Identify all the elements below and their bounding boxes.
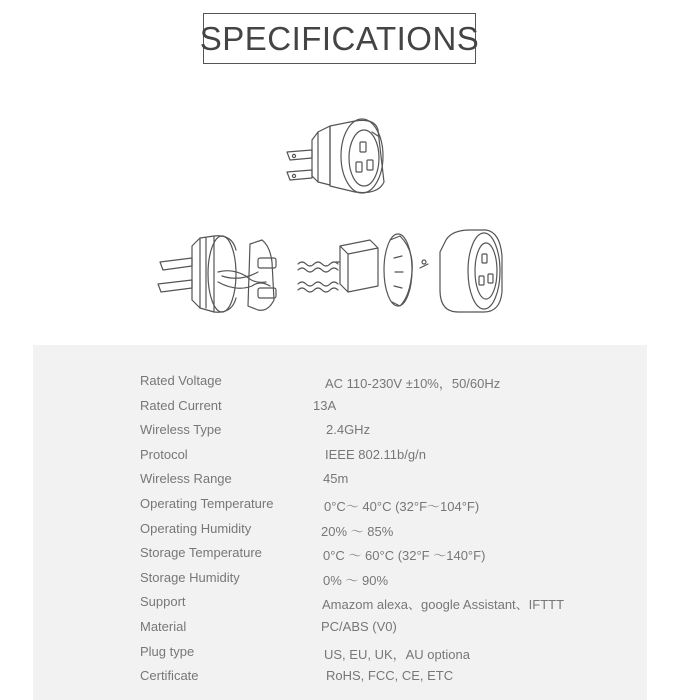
spec-label: Rated Voltage [140, 373, 222, 388]
spec-value: Amazom alexa、google Assistant、IFTTT [322, 597, 565, 613]
assembled-plug-drawing [287, 119, 384, 193]
spec-label: Wireless Type [140, 422, 222, 438]
spec-value: 0°C～ 40°C (32°F～104°F) [324, 499, 480, 514]
spec-row [33, 570, 647, 594]
spec-value: RoHS, FCC, CE, ETC [326, 668, 454, 684]
plug-illustration [0, 0, 700, 345]
spec-value: PC/ABS (V0) [321, 619, 397, 634]
spec-row [33, 644, 647, 668]
spec-value: 0% ～ 90% [323, 572, 389, 588]
spec-value: AC 110-230V ±10%，50/60Hz [325, 376, 501, 391]
spec-row [33, 447, 647, 471]
spec-label: Wireless Range [140, 471, 232, 487]
spec-value: US, EU, UK，AU optiona [324, 646, 470, 662]
spec-row [33, 373, 647, 397]
spec-value: IEEE 802.11b/g/n [325, 446, 426, 462]
spec-label: Support [140, 594, 186, 610]
spec-value: 2.4GHz [326, 422, 371, 438]
spec-value: 0°C ～ 60°C (32°F ～140°F) [323, 548, 486, 564]
exploded-plug-drawing [158, 230, 502, 312]
spec-row [33, 398, 647, 422]
spec-value: 13A [313, 397, 337, 413]
spec-row [33, 496, 647, 520]
spec-row [33, 521, 647, 545]
spec-row [33, 619, 647, 643]
spec-label: Rated Current [140, 397, 222, 413]
spec-row [33, 422, 647, 446]
spec-row [33, 668, 647, 692]
spec-row [33, 545, 647, 569]
page-title: SPECIFICATIONS [203, 13, 476, 64]
spec-value: 45m [323, 471, 349, 487]
spec-row [33, 594, 647, 618]
spec-label: Protocol [140, 446, 188, 462]
spec-label: Operating Humidity [140, 520, 252, 536]
spec-label: Material [140, 619, 187, 634]
spec-label: Storage Temperature [140, 545, 262, 561]
spec-row [33, 471, 647, 495]
spec-value: 20% ～ 85% [321, 523, 394, 539]
spec-label: Operating Temperature [140, 496, 274, 511]
spec-label: Certificate [140, 668, 199, 684]
spec-label: Storage Humidity [140, 569, 240, 585]
spec-label: Plug type [140, 643, 195, 659]
